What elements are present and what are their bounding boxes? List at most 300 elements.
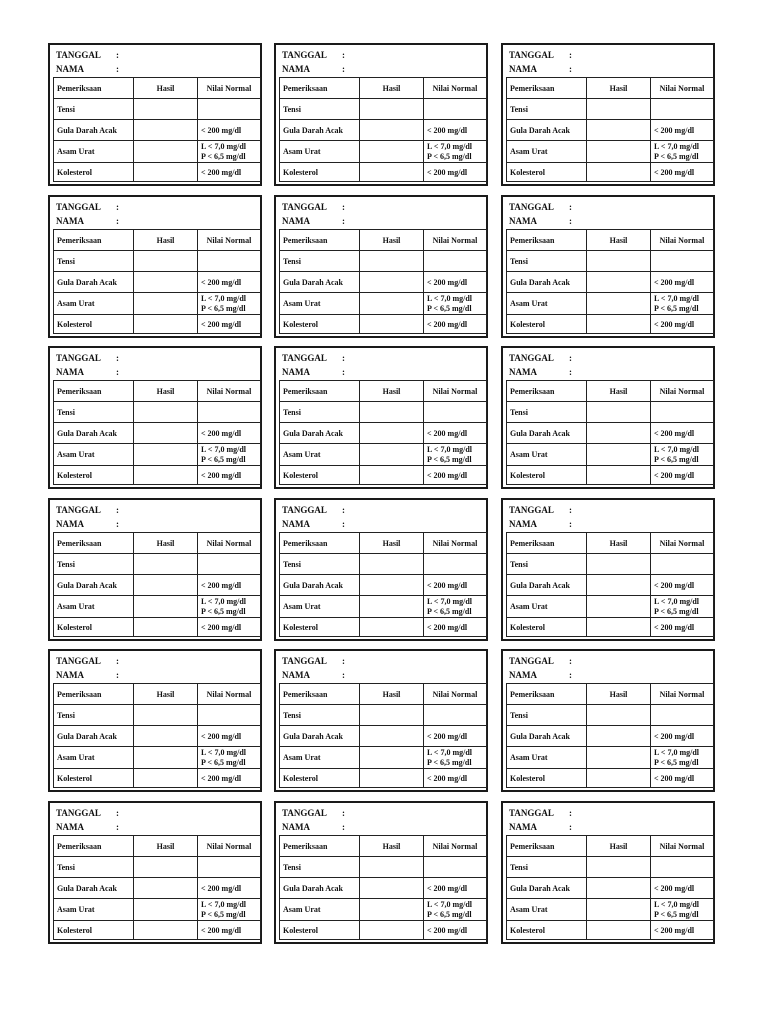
- table-row-kolesterol: [280, 315, 487, 334]
- table-row-gula-darah: [54, 423, 261, 444]
- colon: :: [569, 519, 572, 529]
- hasil-cell[interactable]: [134, 444, 198, 466]
- normal-value-female: P < 6,5 mg/dl: [654, 454, 699, 464]
- exam-name: Kolesterol: [507, 163, 587, 182]
- table-row-asam-urat: [280, 293, 487, 315]
- exam-name: Kolesterol: [280, 163, 360, 182]
- colon: :: [569, 353, 572, 363]
- table-header-row: [280, 684, 487, 705]
- hasil-cell[interactable]: [134, 402, 198, 423]
- lab-result-card: [501, 195, 715, 338]
- colon: :: [116, 202, 119, 212]
- lab-result-card: [274, 43, 488, 186]
- exam-name: Kolesterol: [54, 315, 134, 334]
- normal-value: [651, 251, 714, 272]
- exam-name: Kolesterol: [507, 466, 587, 485]
- header-nilai-normal: Nilai Normal: [651, 836, 714, 857]
- colon: :: [569, 505, 572, 515]
- hasil-cell[interactable]: [134, 596, 198, 618]
- hasil-cell[interactable]: [587, 921, 651, 940]
- hasil-cell[interactable]: [360, 163, 424, 182]
- hasil-cell[interactable]: [587, 857, 651, 878]
- header-nilai-normal: Nilai Normal: [651, 533, 714, 554]
- header-hasil: Hasil: [360, 78, 424, 99]
- exam-name: Tensi: [280, 705, 360, 726]
- table-row-kolesterol: [507, 769, 714, 788]
- tanggal-row: [509, 654, 579, 668]
- card-header: [56, 48, 126, 76]
- nama-row: [509, 214, 579, 228]
- table-row-gula-darah: [507, 575, 714, 596]
- exam-name: Gula Darah Acak: [54, 120, 134, 141]
- header-hasil: Hasil: [360, 684, 424, 705]
- normal-value-male: L < 7,0 mg/dl: [201, 444, 247, 454]
- table-row-gula-darah: [54, 575, 261, 596]
- hasil-cell[interactable]: [134, 705, 198, 726]
- table-row-kolesterol: [280, 618, 487, 637]
- colon: :: [116, 519, 119, 529]
- normal-value-female: P < 6,5 mg/dl: [201, 151, 246, 161]
- tanggal-row: [509, 48, 579, 62]
- exam-table: [53, 532, 261, 637]
- hasil-cell[interactable]: [360, 705, 424, 726]
- table-row-asam-urat: [507, 596, 714, 618]
- hasil-cell[interactable]: [134, 163, 198, 182]
- exam-name: Kolesterol: [54, 921, 134, 940]
- normal-value: [198, 705, 261, 726]
- hasil-cell[interactable]: [587, 747, 651, 769]
- tanggal-label: TANGGAL: [56, 353, 101, 363]
- header-hasil: Hasil: [587, 836, 651, 857]
- table-row-gula-darah: [280, 878, 487, 899]
- colon: :: [569, 822, 572, 832]
- hasil-cell[interactable]: [360, 272, 424, 293]
- table-header-row: [507, 230, 714, 251]
- table-row-asam-urat: [507, 747, 714, 769]
- nama-label: NAMA: [56, 822, 84, 832]
- hasil-cell[interactable]: [134, 466, 198, 485]
- exam-name: Tensi: [54, 554, 134, 575]
- hasil-cell[interactable]: [587, 272, 651, 293]
- header-pemeriksaan: Pemeriksaan: [507, 836, 587, 857]
- table-row-kolesterol: [280, 769, 487, 788]
- hasil-cell[interactable]: [360, 466, 424, 485]
- card-header: [56, 200, 126, 228]
- lab-result-card: [274, 649, 488, 792]
- table-row-gula-darah: [54, 272, 261, 293]
- nama-row: [282, 365, 352, 379]
- table-row-kolesterol: [507, 921, 714, 940]
- nama-row: [56, 820, 126, 834]
- exam-name: Gula Darah Acak: [507, 272, 587, 293]
- hasil-cell[interactable]: [134, 141, 198, 163]
- hasil-cell[interactable]: [134, 315, 198, 334]
- hasil-cell[interactable]: [587, 120, 651, 141]
- normal-value: < 200 mg/dl: [651, 726, 714, 747]
- colon: :: [569, 656, 572, 666]
- colon: :: [569, 216, 572, 226]
- hasil-cell[interactable]: [134, 293, 198, 315]
- header-pemeriksaan: Pemeriksaan: [507, 684, 587, 705]
- lab-result-card: [274, 498, 488, 641]
- exam-name: Gula Darah Acak: [54, 272, 134, 293]
- normal-value: [651, 857, 714, 878]
- hasil-cell[interactable]: [587, 705, 651, 726]
- normal-value-male: L < 7,0 mg/dl: [654, 899, 700, 909]
- tanggal-label: TANGGAL: [282, 656, 327, 666]
- normal-value: < 200 mg/dl: [198, 466, 261, 485]
- hasil-cell[interactable]: [587, 618, 651, 637]
- exam-name: Tensi: [507, 554, 587, 575]
- hasil-cell[interactable]: [587, 769, 651, 788]
- exam-name: Kolesterol: [507, 921, 587, 940]
- nama-row: [509, 820, 579, 834]
- exam-name: Asam Urat: [54, 444, 134, 466]
- exam-name: Asam Urat: [54, 899, 134, 921]
- table-row-tensi: [54, 402, 261, 423]
- nama-row: [282, 668, 352, 682]
- normal-value: < 200 mg/dl: [651, 769, 714, 788]
- hasil-cell[interactable]: [134, 272, 198, 293]
- normal-value: < 200 mg/dl: [198, 618, 261, 637]
- normal-value: < 200 mg/dl: [198, 575, 261, 596]
- exam-name: Kolesterol: [507, 769, 587, 788]
- normal-value-male: L < 7,0 mg/dl: [201, 747, 247, 757]
- nama-row: [56, 214, 126, 228]
- hasil-cell[interactable]: [134, 554, 198, 575]
- hasil-cell[interactable]: [587, 163, 651, 182]
- hasil-cell[interactable]: [587, 554, 651, 575]
- table-header-row: [54, 533, 261, 554]
- hasil-cell[interactable]: [587, 466, 651, 485]
- hasil-cell[interactable]: [587, 293, 651, 315]
- hasil-cell[interactable]: [134, 899, 198, 921]
- lab-result-card: [501, 649, 715, 792]
- header-pemeriksaan: Pemeriksaan: [507, 381, 587, 402]
- table-row-kolesterol: [507, 618, 714, 637]
- hasil-cell[interactable]: [360, 769, 424, 788]
- table-row-asam-urat: [54, 899, 261, 921]
- card-header: [282, 503, 352, 531]
- colon: :: [116, 64, 119, 74]
- lab-result-card: [274, 195, 488, 338]
- normal-value-male: L < 7,0 mg/dl: [654, 293, 700, 303]
- hasil-cell[interactable]: [134, 857, 198, 878]
- exam-table: [506, 77, 714, 182]
- normal-value: [198, 899, 261, 921]
- hasil-cell[interactable]: [587, 423, 651, 444]
- lab-result-card: [48, 346, 262, 489]
- exam-name: Gula Darah Acak: [507, 120, 587, 141]
- normal-value: < 200 mg/dl: [651, 423, 714, 444]
- exam-table: [279, 77, 487, 182]
- table-row-gula-darah: [280, 575, 487, 596]
- colon: :: [569, 202, 572, 212]
- hasil-cell[interactable]: [587, 402, 651, 423]
- hasil-cell[interactable]: [587, 251, 651, 272]
- header-pemeriksaan: Pemeriksaan: [280, 533, 360, 554]
- normal-value-female: P < 6,5 mg/dl: [427, 757, 472, 767]
- hasil-cell[interactable]: [134, 878, 198, 899]
- lab-result-card: [48, 649, 262, 792]
- exam-name: Tensi: [54, 705, 134, 726]
- tanggal-row: [509, 351, 579, 365]
- normal-value-male: L < 7,0 mg/dl: [427, 899, 473, 909]
- hasil-cell[interactable]: [360, 251, 424, 272]
- lab-result-card: [48, 195, 262, 338]
- table-row-gula-darah: [507, 423, 714, 444]
- table-row-gula-darah: [507, 272, 714, 293]
- lab-result-card: [501, 801, 715, 944]
- header-nilai-normal: Nilai Normal: [198, 684, 261, 705]
- normal-value: [651, 293, 714, 315]
- exam-table: [53, 77, 261, 182]
- exam-name: Gula Darah Acak: [280, 423, 360, 444]
- normal-value: < 200 mg/dl: [424, 618, 487, 637]
- card-header: [282, 200, 352, 228]
- card-header: [56, 806, 126, 834]
- exam-name: Kolesterol: [280, 618, 360, 637]
- table-header-row: [507, 78, 714, 99]
- table-row-kolesterol: [507, 163, 714, 182]
- table-row-tensi: [280, 251, 487, 272]
- exam-table: [53, 380, 261, 485]
- normal-value: [651, 99, 714, 120]
- hasil-cell[interactable]: [360, 747, 424, 769]
- hasil-cell[interactable]: [134, 726, 198, 747]
- table-row-asam-urat: [54, 293, 261, 315]
- exam-name: Gula Darah Acak: [507, 726, 587, 747]
- table-row-tensi: [54, 554, 261, 575]
- exam-name: Asam Urat: [280, 444, 360, 466]
- normal-value: [651, 141, 714, 163]
- header-pemeriksaan: Pemeriksaan: [280, 230, 360, 251]
- hasil-cell[interactable]: [134, 618, 198, 637]
- hasil-cell[interactable]: [360, 878, 424, 899]
- hasil-cell[interactable]: [587, 899, 651, 921]
- nama-row: [509, 365, 579, 379]
- exam-name: Gula Darah Acak: [507, 878, 587, 899]
- colon: :: [342, 505, 345, 515]
- table-row-asam-urat: [280, 596, 487, 618]
- colon: :: [116, 505, 119, 515]
- normal-value: [198, 747, 261, 769]
- colon: :: [569, 367, 572, 377]
- normal-value: [198, 596, 261, 618]
- header-hasil: Hasil: [587, 381, 651, 402]
- normal-value-female: P < 6,5 mg/dl: [427, 909, 472, 919]
- normal-value-female: P < 6,5 mg/dl: [201, 454, 246, 464]
- normal-value-male: L < 7,0 mg/dl: [427, 293, 473, 303]
- exam-table: [279, 835, 487, 940]
- hasil-cell[interactable]: [587, 726, 651, 747]
- hasil-cell[interactable]: [587, 596, 651, 618]
- exam-name: Tensi: [507, 251, 587, 272]
- colon: :: [342, 808, 345, 818]
- normal-value-male: L < 7,0 mg/dl: [427, 141, 473, 151]
- header-pemeriksaan: Pemeriksaan: [54, 381, 134, 402]
- hasil-cell[interactable]: [134, 251, 198, 272]
- hasil-cell[interactable]: [587, 444, 651, 466]
- hasil-cell[interactable]: [360, 618, 424, 637]
- normal-value: [651, 402, 714, 423]
- normal-value: [424, 747, 487, 769]
- nama-label: NAMA: [509, 64, 537, 74]
- nama-row: [282, 820, 352, 834]
- normal-value: < 200 mg/dl: [424, 120, 487, 141]
- exam-name: Asam Urat: [280, 747, 360, 769]
- normal-value: < 200 mg/dl: [198, 921, 261, 940]
- hasil-cell[interactable]: [360, 554, 424, 575]
- header-hasil: Hasil: [587, 230, 651, 251]
- hasil-cell[interactable]: [360, 726, 424, 747]
- exam-table: [506, 683, 714, 788]
- card-header: [509, 48, 579, 76]
- header-hasil: Hasil: [587, 78, 651, 99]
- header-hasil: Hasil: [134, 381, 198, 402]
- tanggal-label: TANGGAL: [509, 656, 554, 666]
- exam-name: Tensi: [507, 402, 587, 423]
- table-row-tensi: [280, 857, 487, 878]
- lab-result-card: [48, 498, 262, 641]
- hasil-cell[interactable]: [360, 293, 424, 315]
- exam-name: Kolesterol: [280, 921, 360, 940]
- colon: :: [116, 808, 119, 818]
- hasil-cell[interactable]: [360, 99, 424, 120]
- normal-value: [424, 596, 487, 618]
- hasil-cell[interactable]: [360, 120, 424, 141]
- hasil-cell[interactable]: [360, 575, 424, 596]
- normal-value-male: L < 7,0 mg/dl: [201, 141, 247, 151]
- hasil-cell[interactable]: [360, 444, 424, 466]
- table-row-kolesterol: [54, 466, 261, 485]
- colon: :: [116, 670, 119, 680]
- exam-name: Asam Urat: [54, 596, 134, 618]
- table-row-kolesterol: [54, 921, 261, 940]
- exam-name: Asam Urat: [54, 141, 134, 163]
- tanggal-label: TANGGAL: [56, 50, 101, 60]
- header-hasil: Hasil: [360, 230, 424, 251]
- tanggal-row: [509, 503, 579, 517]
- normal-value: [424, 705, 487, 726]
- normal-value-female: P < 6,5 mg/dl: [201, 606, 246, 616]
- exam-name: Gula Darah Acak: [280, 272, 360, 293]
- hasil-cell[interactable]: [134, 120, 198, 141]
- card-header: [509, 654, 579, 682]
- hasil-cell[interactable]: [587, 99, 651, 120]
- header-pemeriksaan: Pemeriksaan: [280, 381, 360, 402]
- table-row-tensi: [507, 554, 714, 575]
- colon: :: [116, 353, 119, 363]
- normal-value: < 200 mg/dl: [198, 272, 261, 293]
- normal-value: [424, 402, 487, 423]
- hasil-cell[interactable]: [134, 747, 198, 769]
- exam-table: [279, 532, 487, 637]
- normal-value-male: L < 7,0 mg/dl: [654, 444, 700, 454]
- hasil-cell[interactable]: [360, 899, 424, 921]
- colon: :: [342, 216, 345, 226]
- card-header: [282, 351, 352, 379]
- hasil-cell[interactable]: [587, 878, 651, 899]
- exam-name: Kolesterol: [280, 466, 360, 485]
- colon: :: [116, 50, 119, 60]
- normal-value: [651, 747, 714, 769]
- nama-row: [509, 517, 579, 531]
- tanggal-row: [282, 200, 352, 214]
- table-row-gula-darah: [507, 878, 714, 899]
- header-nilai-normal: Nilai Normal: [198, 381, 261, 402]
- header-pemeriksaan: Pemeriksaan: [280, 836, 360, 857]
- normal-value: [424, 293, 487, 315]
- normal-value: < 200 mg/dl: [424, 921, 487, 940]
- normal-value-female: P < 6,5 mg/dl: [654, 757, 699, 767]
- card-header: [56, 351, 126, 379]
- hasil-cell[interactable]: [360, 921, 424, 940]
- nama-label: NAMA: [509, 216, 537, 226]
- header-nilai-normal: Nilai Normal: [198, 230, 261, 251]
- table-row-tensi: [507, 251, 714, 272]
- normal-value: < 200 mg/dl: [198, 423, 261, 444]
- hasil-cell[interactable]: [360, 141, 424, 163]
- hasil-cell[interactable]: [360, 402, 424, 423]
- table-row-tensi: [507, 99, 714, 120]
- table-header-row: [54, 230, 261, 251]
- table-row-gula-darah: [54, 120, 261, 141]
- tanggal-label: TANGGAL: [509, 353, 554, 363]
- hasil-cell[interactable]: [587, 141, 651, 163]
- hasil-cell[interactable]: [360, 857, 424, 878]
- normal-value: < 200 mg/dl: [651, 618, 714, 637]
- exam-name: Tensi: [54, 402, 134, 423]
- exam-name: Asam Urat: [280, 596, 360, 618]
- exam-name: Kolesterol: [280, 315, 360, 334]
- hasil-cell[interactable]: [134, 423, 198, 444]
- exam-name: Kolesterol: [54, 769, 134, 788]
- nama-label: NAMA: [56, 64, 84, 74]
- table-row-tensi: [507, 857, 714, 878]
- table-row-gula-darah: [280, 272, 487, 293]
- table-row-kolesterol: [54, 769, 261, 788]
- lab-result-card: [48, 43, 262, 186]
- hasil-cell[interactable]: [587, 315, 651, 334]
- hasil-cell[interactable]: [360, 423, 424, 444]
- exam-table: [53, 229, 261, 334]
- normal-value: < 200 mg/dl: [424, 769, 487, 788]
- nama-label: NAMA: [509, 670, 537, 680]
- header-nilai-normal: Nilai Normal: [198, 533, 261, 554]
- table-header-row: [54, 381, 261, 402]
- header-pemeriksaan: Pemeriksaan: [507, 230, 587, 251]
- hasil-cell[interactable]: [587, 575, 651, 596]
- hasil-cell[interactable]: [360, 315, 424, 334]
- table-row-tensi: [507, 705, 714, 726]
- hasil-cell[interactable]: [134, 769, 198, 788]
- table-header-row: [507, 381, 714, 402]
- normal-value: [198, 251, 261, 272]
- table-row-kolesterol: [507, 466, 714, 485]
- hasil-cell[interactable]: [360, 596, 424, 618]
- hasil-cell[interactable]: [134, 575, 198, 596]
- hasil-cell[interactable]: [134, 99, 198, 120]
- nama-label: NAMA: [282, 64, 310, 74]
- normal-value: < 200 mg/dl: [424, 466, 487, 485]
- tanggal-row: [282, 806, 352, 820]
- normal-value: [198, 402, 261, 423]
- hasil-cell[interactable]: [134, 921, 198, 940]
- exam-table: [279, 380, 487, 485]
- exam-name: Gula Darah Acak: [54, 878, 134, 899]
- nama-label: NAMA: [282, 822, 310, 832]
